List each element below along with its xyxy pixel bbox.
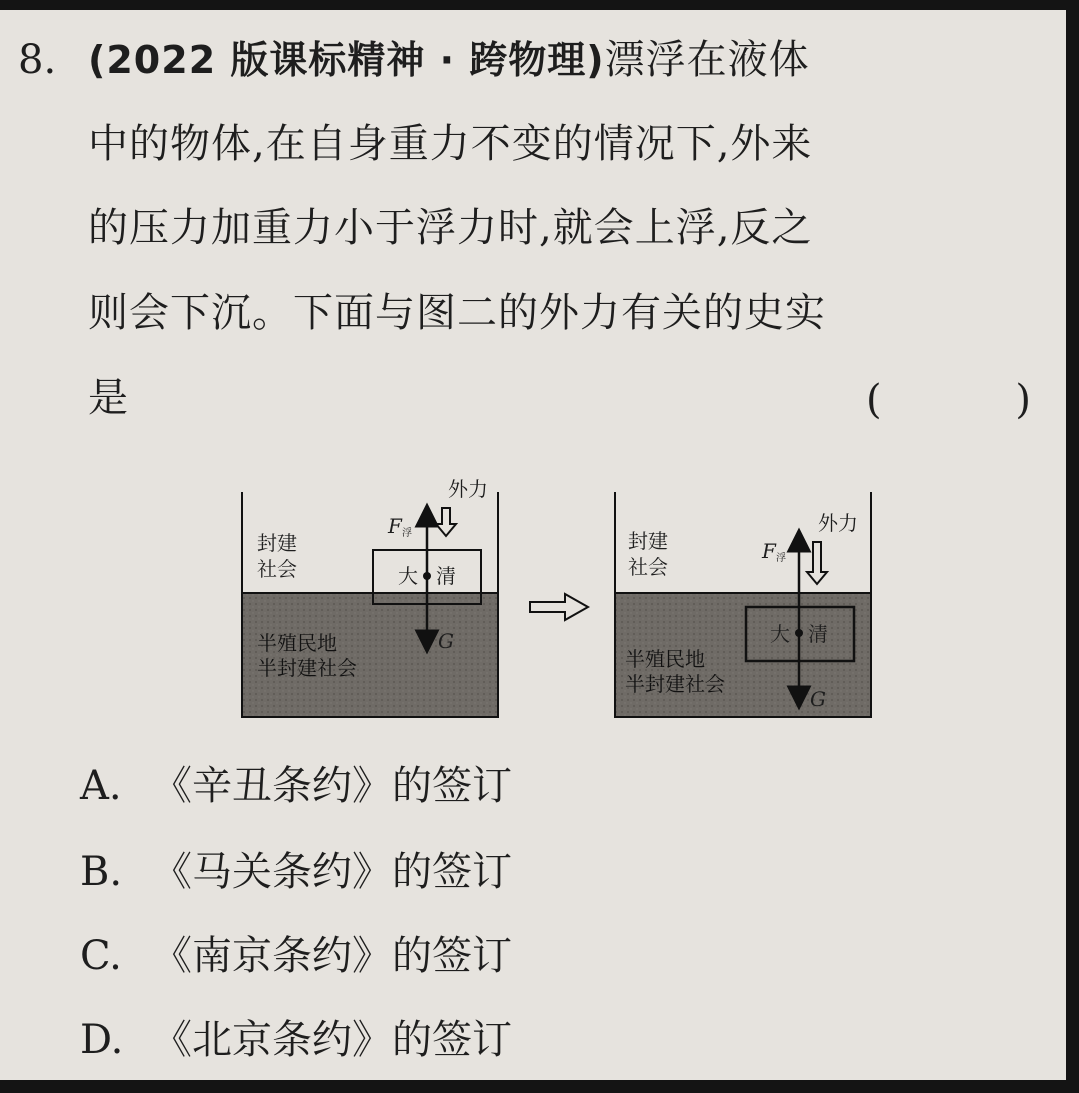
figure-1-lower-label-2: 半封建社会 — [257, 656, 357, 680]
question-line-1 — [88, 36, 810, 84]
figure-1-box-right: 清 — [436, 564, 456, 588]
question-line-3: 的压力加重力小于浮力时,就会上浮,反之 — [88, 205, 813, 251]
option-c[interactable] — [80, 932, 512, 980]
option-b-letter: B. — [80, 849, 123, 895]
figure-1-force-F-sub: 浮 — [402, 528, 412, 539]
photo-border-right — [1066, 0, 1079, 1093]
transition-arrow-icon — [530, 594, 588, 620]
question-line-4: 则会下沉。下面与图二的外力有关的史实 — [88, 290, 826, 336]
option-a[interactable] — [80, 762, 512, 810]
worksheet-page — [0, 10, 1066, 1080]
figure-1-liquid — [242, 593, 498, 717]
answer-paren-close: ) — [1015, 377, 1031, 423]
figure-1-center-dot — [423, 572, 431, 580]
figure-2-upper-label-1: 封建 — [628, 529, 668, 553]
figure-1-force-external: 外力 — [448, 477, 488, 501]
figure-2-force-G: G — [810, 687, 826, 711]
figure-2-box-right: 清 — [808, 622, 828, 646]
photo-border-top — [0, 0, 1079, 10]
figure-1-lower-label-1: 半殖民地 — [257, 631, 337, 655]
figure-1-upper-label-2: 社会 — [257, 557, 297, 581]
question-tag: (2022 版课标精神 · 跨物理) — [88, 38, 605, 82]
figure-2-upper-label-2: 社会 — [628, 555, 668, 579]
option-c-text: 《南京条约》的签订 — [152, 933, 512, 979]
figure-1-force-F: F — [388, 514, 402, 538]
figure-1 — [242, 477, 498, 717]
answer-blank[interactable] — [866, 376, 1031, 424]
figure-1-upper-label-1: 封建 — [257, 531, 297, 555]
figure-2-force-F: F — [762, 539, 776, 563]
figure-2-box-left: 大 — [770, 622, 790, 646]
question-line-2: 中的物体,在自身重力不变的情况下,外来 — [88, 121, 813, 167]
question-number: 8. — [18, 37, 57, 83]
diagram-svg — [230, 470, 880, 725]
figure-2-center-dot — [795, 629, 803, 637]
buoyancy-diagram — [230, 470, 880, 725]
figure-1-external-arrow — [436, 508, 456, 536]
answer-paren-open: ( — [866, 377, 882, 423]
option-a-text: 《辛丑条约》的签订 — [152, 763, 512, 809]
photo-border-bottom — [0, 1080, 1079, 1093]
option-b-text: 《马关条约》的签订 — [152, 849, 512, 895]
option-d-text: 《北京条约》的签订 — [152, 1017, 512, 1063]
option-d[interactable] — [80, 1016, 512, 1064]
figure-1-force-G: G — [438, 629, 454, 653]
option-b[interactable] — [80, 848, 512, 896]
option-c-letter: C. — [80, 933, 122, 979]
figure-2-lower-label-2: 半封建社会 — [625, 672, 725, 696]
figure-1-box-left: 大 — [398, 564, 418, 588]
figure-2-lower-label-1: 半殖民地 — [625, 647, 705, 671]
question-line-5: 是 — [88, 375, 129, 421]
figure-2-external-arrow — [807, 542, 827, 584]
figure-2 — [615, 492, 871, 717]
option-d-letter: D. — [80, 1017, 124, 1063]
question-line-1-text: 漂浮在液体 — [604, 37, 810, 83]
figure-2-force-F-sub: 浮 — [776, 553, 786, 564]
figure-2-force-external: 外力 — [818, 511, 858, 535]
option-a-letter: A. — [80, 763, 122, 809]
